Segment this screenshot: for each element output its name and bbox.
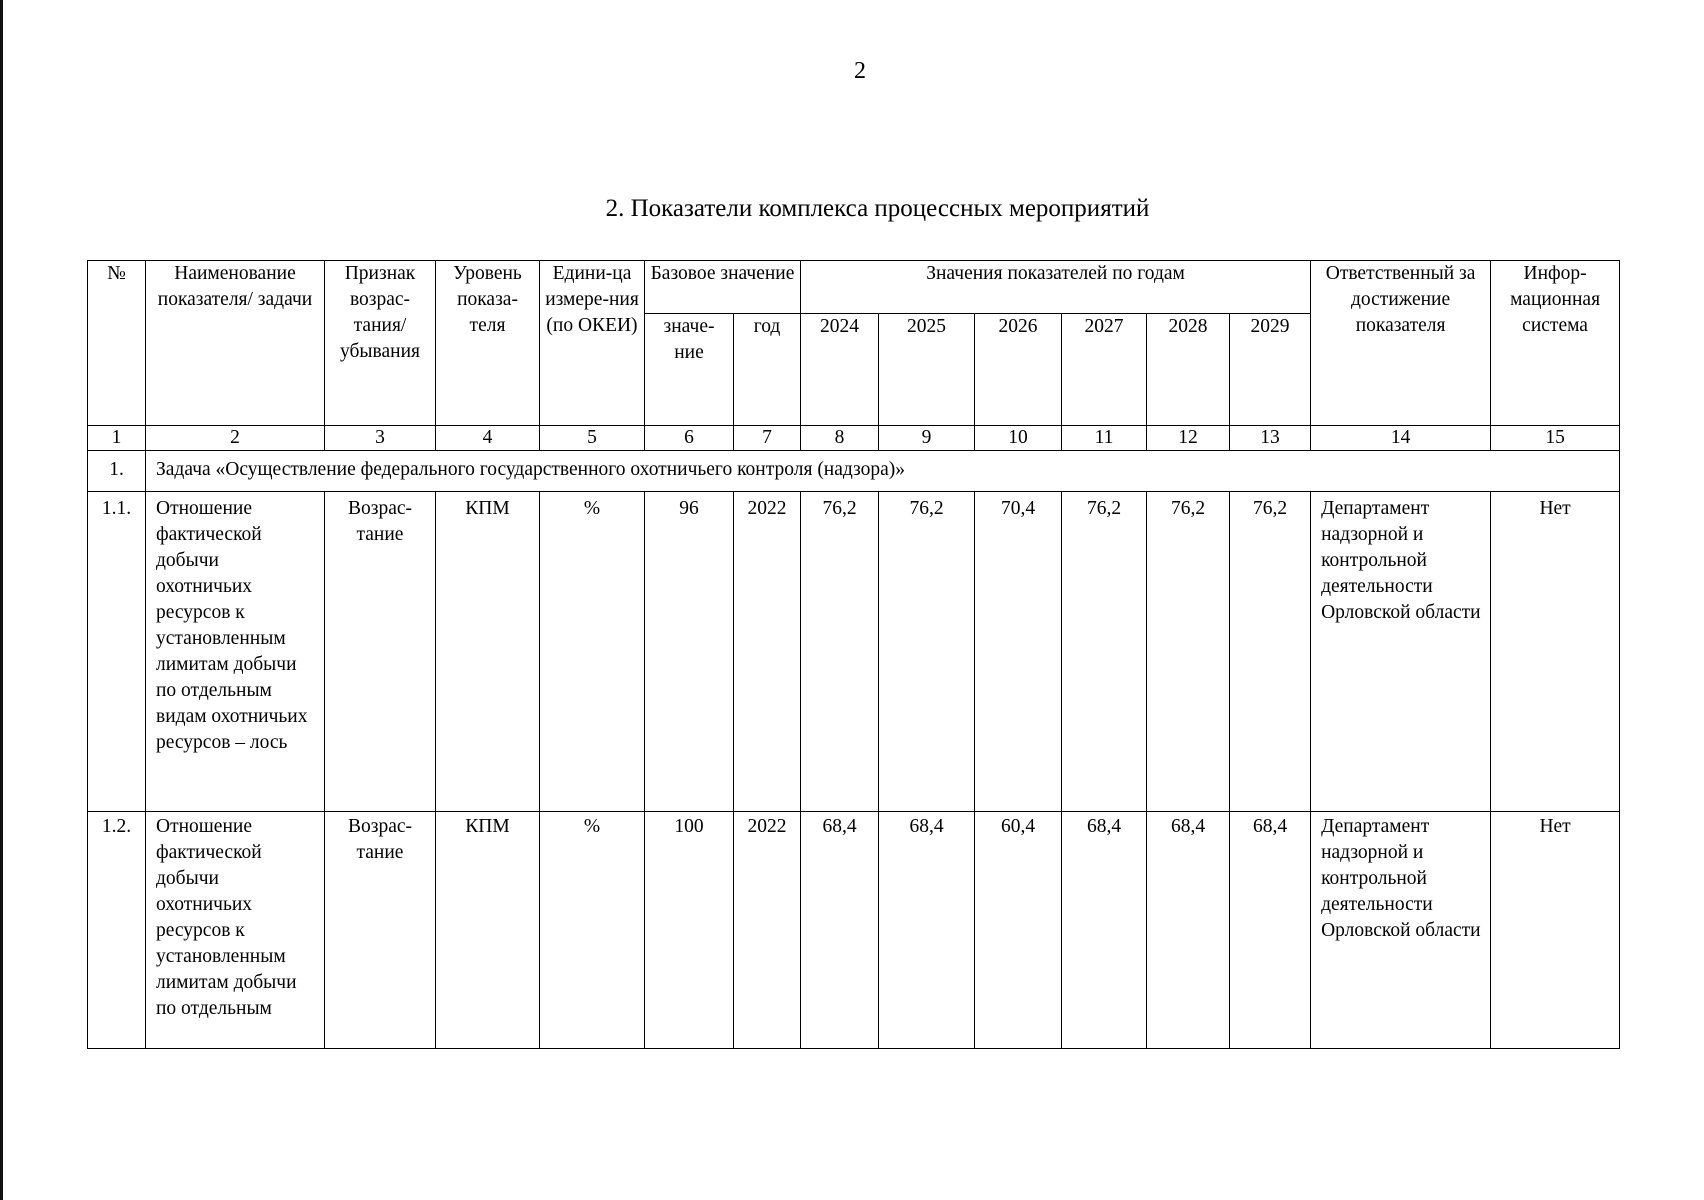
- header-year-2024: 2024: [801, 313, 879, 425]
- task-row: [88, 451, 1620, 492]
- indicator-sign: Возрас-тание: [325, 812, 436, 1049]
- task-title: Задача «Осуществление федерального государственного охотничьего контроля (надзора)»: [146, 451, 1620, 492]
- column-number-row: [88, 426, 1620, 451]
- value-2027: 68,4: [1062, 812, 1147, 1049]
- info-system: Нет: [1491, 492, 1620, 812]
- header-year-2025: 2025: [879, 313, 975, 425]
- scan-left-edge: [0, 0, 3, 1200]
- indicators-table: [87, 260, 1620, 1049]
- base-year: 2022: [734, 492, 801, 812]
- header-level: Уровень показа-теля: [436, 261, 540, 426]
- indicator-name: Отношение фактической добычи охотничьих ресурсов к установленным лимитам добычи по отдельным видам охотничьих ресурсов – лось: [146, 492, 325, 812]
- column-number: 2: [146, 426, 325, 451]
- header-year-2027: 2027: [1062, 313, 1147, 425]
- value-2024: 68,4: [801, 812, 879, 1049]
- value-2024: 76,2: [801, 492, 879, 812]
- column-number: 8: [801, 426, 879, 451]
- base-year: 2022: [734, 812, 801, 1049]
- indicator-unit: %: [540, 812, 645, 1049]
- column-number: 6: [645, 426, 734, 451]
- info-system: Нет: [1491, 812, 1620, 1049]
- base-value: 96: [645, 492, 734, 812]
- column-number: 4: [436, 426, 540, 451]
- value-2028: 76,2: [1147, 492, 1230, 812]
- responsible-body: Департамент надзорной и контрольной деятельности Орловской области: [1311, 812, 1491, 1049]
- value-2028: 68,4: [1147, 812, 1230, 1049]
- header-row-1: [88, 261, 1620, 314]
- column-number: 13: [1230, 426, 1311, 451]
- column-number: 5: [540, 426, 645, 451]
- header-base-year: год: [734, 313, 801, 425]
- indicator-sign: Возрас-тание: [325, 492, 436, 812]
- column-number: 9: [879, 426, 975, 451]
- task-number: 1.: [88, 451, 146, 492]
- row-number: 1.2.: [88, 812, 146, 1049]
- header-info-system: Инфор-мационная система: [1491, 261, 1620, 426]
- column-number: 14: [1311, 426, 1491, 451]
- header-sign: Признак возрас-тания/ убывания: [325, 261, 436, 426]
- header-base: Базовое значение: [645, 261, 801, 314]
- responsible-body: Департамент надзорной и контрольной деятельности Орловской области: [1311, 492, 1491, 812]
- column-number: 11: [1062, 426, 1147, 451]
- header-unit: Едини-ца измере-ния (по ОКЕИ): [540, 261, 645, 426]
- page-number: 2: [854, 58, 866, 84]
- indicator-level: КПМ: [436, 492, 540, 812]
- header-no: №: [88, 261, 146, 426]
- indicator-unit: %: [540, 492, 645, 812]
- row-number: 1.1.: [88, 492, 146, 812]
- column-number: 10: [975, 426, 1062, 451]
- table-row: [88, 492, 1620, 812]
- column-number: 3: [325, 426, 436, 451]
- value-2029: 68,4: [1230, 812, 1311, 1049]
- column-number: 12: [1147, 426, 1230, 451]
- value-2026: 60,4: [975, 812, 1062, 1049]
- value-2027: 76,2: [1062, 492, 1147, 812]
- header-year-2028: 2028: [1147, 313, 1230, 425]
- header-name: Наименование показателя/ задачи: [146, 261, 325, 426]
- indicator-name: Отношение фактической добычи охотничьих ресурсов к установленным лимитам добычи по отдельным: [146, 812, 325, 1049]
- value-2025: 68,4: [879, 812, 975, 1049]
- indicator-level: КПМ: [436, 812, 540, 1049]
- header-responsible: Ответственный за достижение показателя: [1311, 261, 1491, 426]
- header-year-2026: 2026: [975, 313, 1062, 425]
- value-2029: 76,2: [1230, 492, 1311, 812]
- column-number: 7: [734, 426, 801, 451]
- header-year-2029: 2029: [1230, 313, 1311, 425]
- header-base-value: значе-ние: [645, 313, 734, 425]
- base-value: 100: [645, 812, 734, 1049]
- table-row: [88, 812, 1620, 1049]
- header-years-group: Значения показателей по годам: [801, 261, 1311, 314]
- value-2026: 70,4: [975, 492, 1062, 812]
- column-number: 15: [1491, 426, 1620, 451]
- section-title: 2. Показатели комплекса процессных мероприятий: [605, 195, 1150, 222]
- value-2025: 76,2: [879, 492, 975, 812]
- column-number: 1: [88, 426, 146, 451]
